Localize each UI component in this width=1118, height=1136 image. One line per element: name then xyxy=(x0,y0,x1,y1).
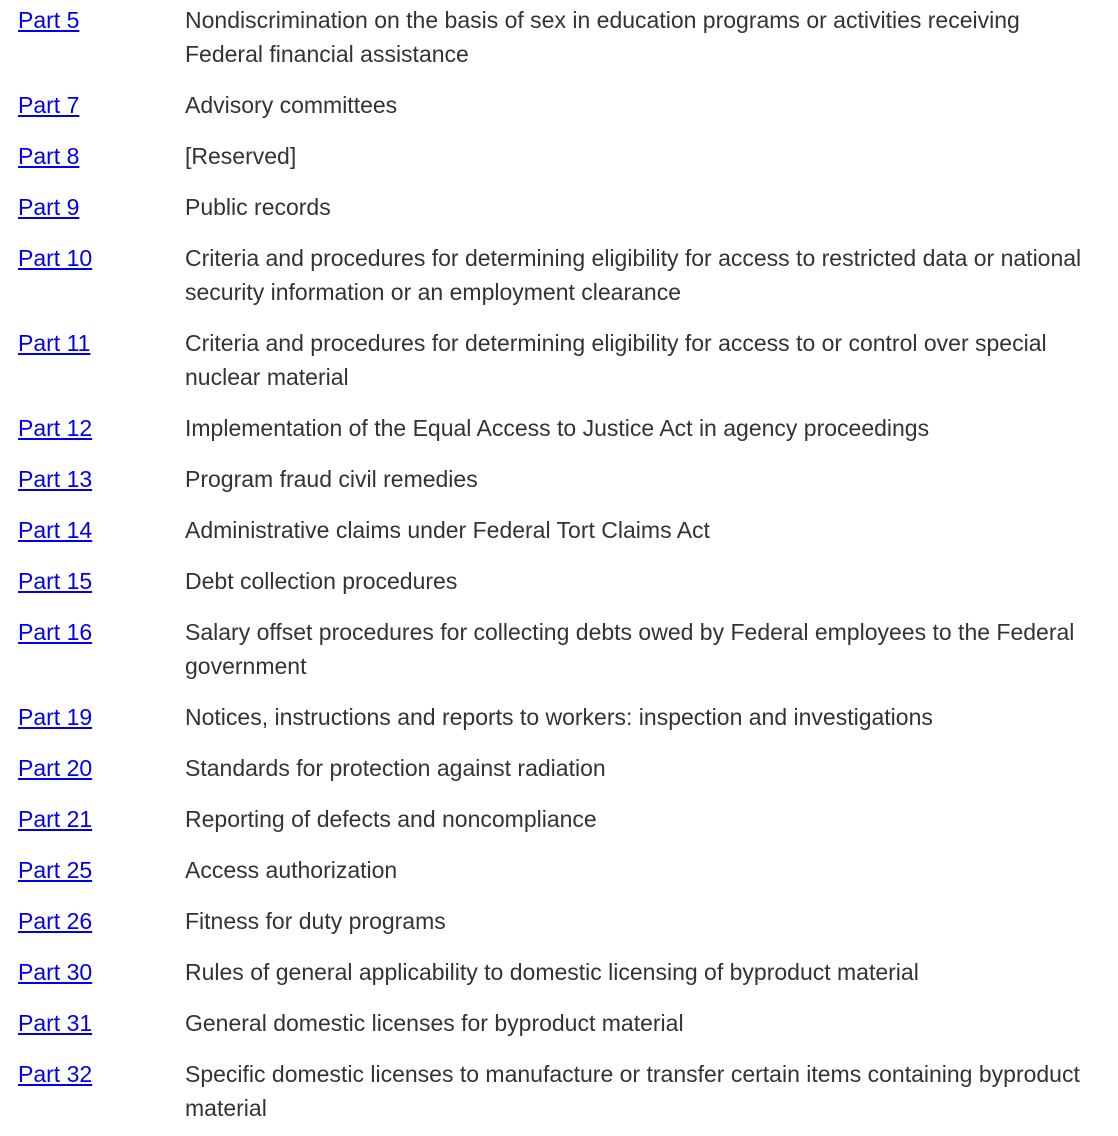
part-link-21[interactable]: Part 21 xyxy=(18,806,93,832)
part-title: Access authorization xyxy=(185,857,398,883)
part-row xyxy=(18,1057,1118,1125)
part-row xyxy=(18,139,1118,173)
part-title: Debt collection procedures xyxy=(185,568,458,594)
part-row xyxy=(18,853,1118,887)
part-title: Administrative claims under Federal Tort Claims Act xyxy=(185,517,710,543)
part-row xyxy=(18,615,1118,683)
part-title: Implementation of the Equal Access to Justice Act in agency proceedings xyxy=(185,415,930,441)
part-title: Notices, instructions and reports to workers: inspection and investigations xyxy=(185,704,933,730)
part-title: Salary offset procedures for collecting debts owed by Federal employees to the Federal government xyxy=(185,619,1075,679)
part-row xyxy=(18,190,1118,224)
part-link-11[interactable]: Part 11 xyxy=(18,330,91,356)
part-row xyxy=(18,564,1118,598)
part-row xyxy=(18,462,1118,496)
part-row xyxy=(18,1006,1118,1040)
part-title: Reporting of defects and noncompliance xyxy=(185,806,597,832)
part-link-8[interactable]: Part 8 xyxy=(18,143,80,169)
part-row xyxy=(18,3,1118,71)
part-title: Program fraud civil remedies xyxy=(185,466,478,492)
part-row xyxy=(18,700,1118,734)
part-row xyxy=(18,411,1118,445)
part-link-32[interactable]: Part 32 xyxy=(18,1061,93,1087)
part-link-9[interactable]: Part 9 xyxy=(18,194,80,220)
part-title: General domestic licenses for byproduct material xyxy=(185,1010,684,1036)
part-row xyxy=(18,241,1118,309)
part-title: [Reserved] xyxy=(185,143,297,169)
part-row xyxy=(18,955,1118,989)
part-link-15[interactable]: Part 15 xyxy=(18,568,93,594)
part-title: Nondiscrimination on the basis of sex in education programs or activities receiving Federal financial assistance xyxy=(185,7,1020,67)
part-title: Specific domestic licenses to manufacture or transfer certain items containing byproduct material xyxy=(185,1061,1080,1121)
part-link-20[interactable]: Part 20 xyxy=(18,755,93,781)
part-title: Criteria and procedures for determining eligibility for access to or control over special nuclear material xyxy=(185,330,1047,390)
part-row xyxy=(18,88,1118,122)
part-link-16[interactable]: Part 16 xyxy=(18,619,93,645)
part-link-31[interactable]: Part 31 xyxy=(18,1010,93,1036)
part-link-13[interactable]: Part 13 xyxy=(18,466,93,492)
part-title: Advisory committees xyxy=(185,92,398,118)
part-link-19[interactable]: Part 19 xyxy=(18,704,93,730)
part-row xyxy=(18,326,1118,394)
part-row xyxy=(18,513,1118,547)
part-link-5[interactable]: Part 5 xyxy=(18,7,80,33)
part-link-30[interactable]: Part 30 xyxy=(18,959,93,985)
part-link-25[interactable]: Part 25 xyxy=(18,857,93,883)
part-link-26[interactable]: Part 26 xyxy=(18,908,93,934)
part-link-12[interactable]: Part 12 xyxy=(18,415,93,441)
part-title: Criteria and procedures for determining eligibility for access to restricted data or national security information or an employment clearance xyxy=(185,245,1082,305)
part-row xyxy=(18,802,1118,836)
part-link-7[interactable]: Part 7 xyxy=(18,92,80,118)
part-row xyxy=(18,751,1118,785)
part-link-10[interactable]: Part 10 xyxy=(18,245,93,271)
part-link-14[interactable]: Part 14 xyxy=(18,517,93,543)
part-title: Standards for protection against radiation xyxy=(185,755,606,781)
part-title: Public records xyxy=(185,194,331,220)
part-title: Rules of general applicability to domestic licensing of byproduct material xyxy=(185,959,919,985)
part-title: Fitness for duty programs xyxy=(185,908,446,934)
part-row xyxy=(18,904,1118,938)
